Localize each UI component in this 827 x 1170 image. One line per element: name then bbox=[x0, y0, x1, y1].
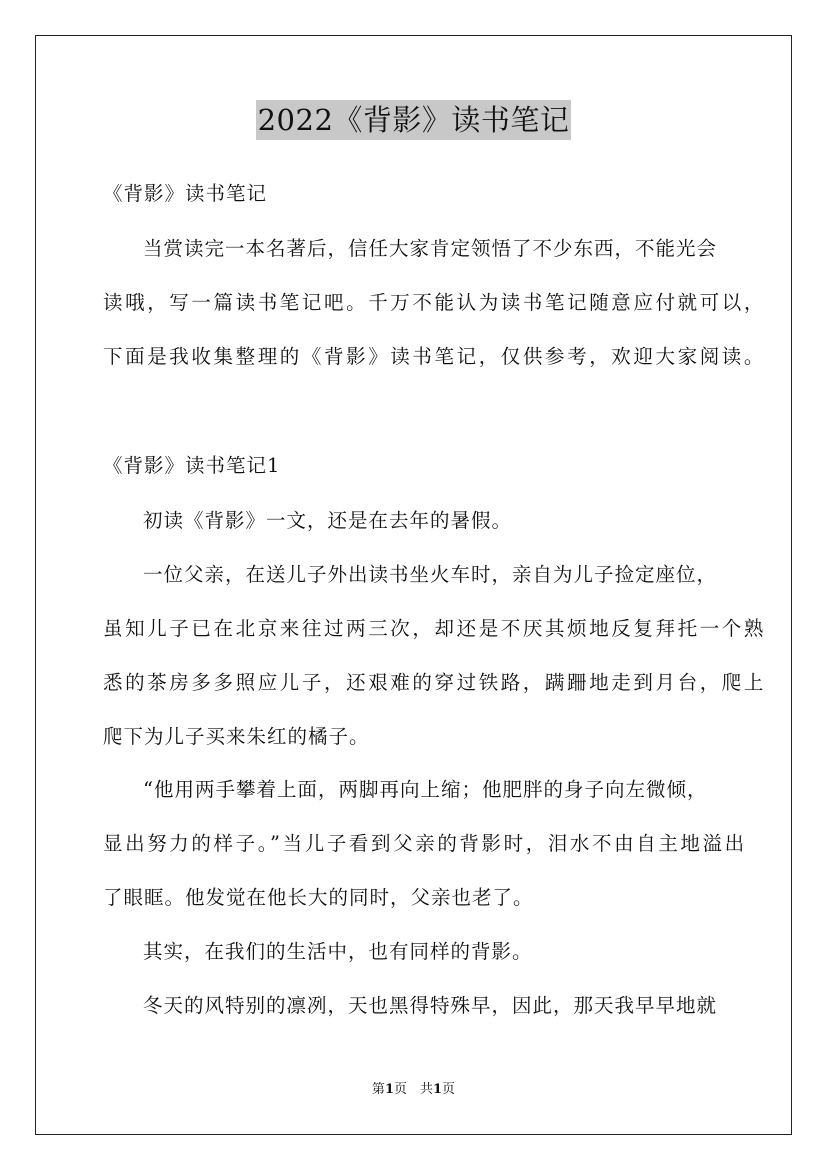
body-line: 一位父亲，在送儿子外出读书坐火车时，亲自为儿子捡定座位， bbox=[143, 563, 718, 586]
body-line: 其实，在我们的生活中，也有同样的背影。 bbox=[143, 940, 533, 963]
intro-line: 读哦，写一篇读书笔记吧。千万不能认为读书笔记随意应付就可以， bbox=[103, 291, 767, 314]
footer-suffix: 页 bbox=[442, 1082, 456, 1097]
body-line: “他用两手攀着上面，两脚再向上缩；他肥胖的身子向左微倾， bbox=[143, 778, 708, 801]
page-total: 1 bbox=[433, 1082, 443, 1097]
intro-line: 当赏读完一本名著后，信任大家肯定领悟了不少东西，不能光会 bbox=[143, 237, 718, 260]
body-line: 初读《背影》一文，还是在去年的暑假。 bbox=[143, 509, 513, 532]
body-line: 爬下为儿子买来朱红的橘子。 bbox=[103, 725, 370, 748]
footer-mid: 页 共 bbox=[393, 1082, 433, 1097]
note-heading: 《背影》读书笔记1 bbox=[103, 454, 281, 477]
document-title: 2022《背影》读书笔记 bbox=[256, 100, 572, 140]
section-heading: 《背影》读书笔记 bbox=[103, 182, 268, 205]
page-number: 1 bbox=[384, 1082, 394, 1097]
body-line: 虽知儿子已在北京来往过两三次，却还是不厌其烦地反复拜托一个熟 bbox=[103, 617, 767, 640]
body-line: 了眼眶。他发觉在他长大的同时，父亲也老了。 bbox=[103, 886, 534, 909]
intro-line: 下面是我收集整理的《背影》读书笔记，仅供参考，欢迎大家阅读。 bbox=[103, 345, 767, 368]
body-line: 显出努力的样子。”当儿子看到父亲的背影时，泪水不由自主地溢出 bbox=[103, 832, 747, 855]
body-line: 悉的茶房多多照应儿子，还艰难的穿过铁路，蹒跚地走到月台，爬上 bbox=[103, 671, 767, 694]
page-footer bbox=[0, 1081, 827, 1099]
footer-prefix: 第 bbox=[371, 1082, 385, 1097]
title-container bbox=[0, 100, 827, 140]
body-line: 冬天的风特别的凛冽，天也黑得特殊早，因此，那天我早早地就 bbox=[143, 994, 718, 1017]
